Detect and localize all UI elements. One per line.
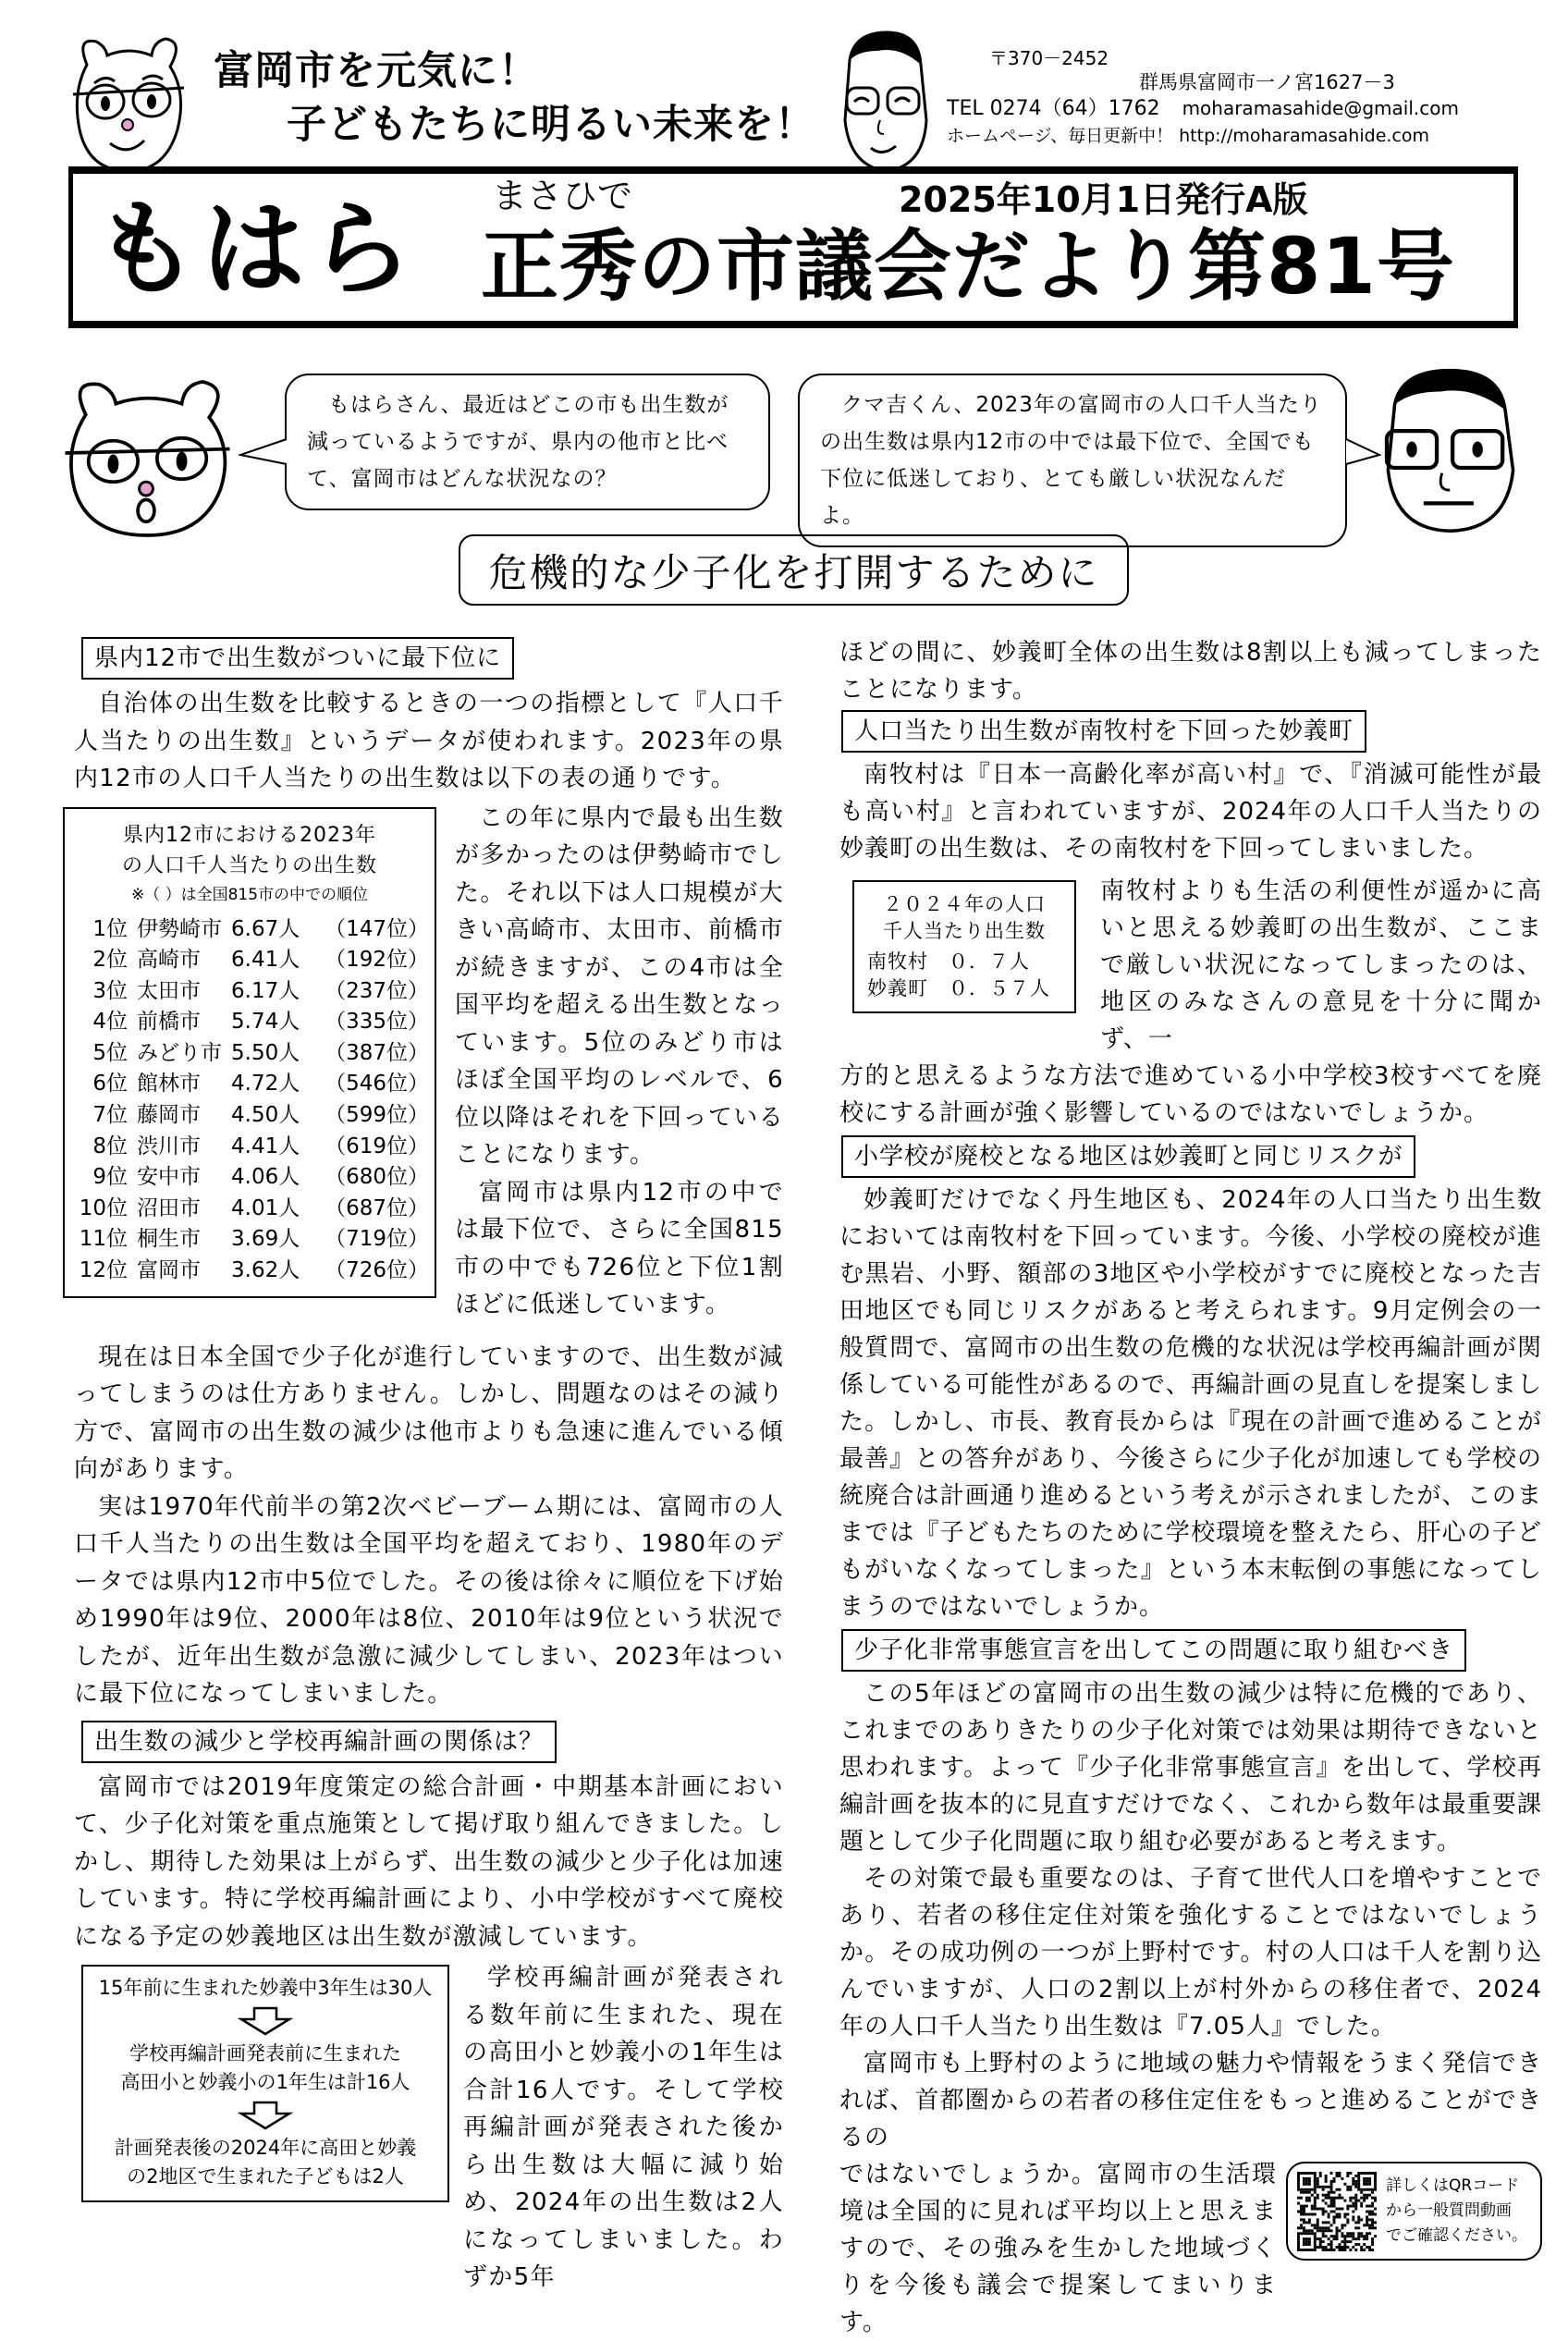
cell-city: 富岡市 — [137, 1258, 201, 1283]
cell-value: 4.06人 — [231, 1165, 300, 1190]
cell-national: （335位） — [325, 1010, 429, 1035]
cell-value: 5.74人 — [231, 1010, 300, 1035]
bubble-text: もはらさん、最近はどこの市も出生数が減っているようですが、県内の他市と比べて、富岡市はどんな状況なの？ — [307, 393, 729, 491]
section-heading: 少子化非常事態宣言を出してこの問題に取り組むべき — [841, 1629, 1466, 1672]
table-title-line: 県内12市における2023年 — [123, 823, 376, 847]
flow-step: 計画発表後の2024年に高田と妙義 — [114, 2137, 417, 2159]
table-row — [65, 1132, 435, 1163]
cell-city: 館林市 — [137, 1072, 201, 1097]
paragraph: 富岡市では2019年度策定の総合計画・中期基本計画において、少子化対策を重点施策として掲げ取り組んできました。しかし、期待した効果は上がらず、出生数の減少と少子化は加速しています。特に学校再編計画により、小中学校がすべて廃校になる予定の妙義地区は出生数が激減しています。 — [74, 1772, 784, 1951]
cell-national: （726位） — [325, 1258, 429, 1283]
slogan-line-1: 富岡市を元気に！ — [214, 48, 539, 94]
cell-rank: 2位 — [92, 948, 128, 973]
table-row — [65, 1038, 435, 1070]
cell-rank: 1位 — [92, 916, 128, 941]
qr-code-icon[interactable] — [1297, 2172, 1377, 2251]
cell-city: 太田市 — [137, 978, 201, 1003]
cell-city: 藤岡市 — [137, 1103, 201, 1128]
cell-national: （719位） — [325, 1227, 429, 1252]
table-row — [65, 1100, 435, 1132]
cell-rank: 4位 — [92, 1010, 128, 1035]
cell-national: （237位） — [325, 978, 429, 1003]
cell-value: 6.17人 — [231, 978, 300, 1003]
section-heading: 人口当たり出生数が南牧村を下回った妙義町 — [841, 710, 1366, 753]
section-heading: 出生数の減少と学校再編計画の関係は？ — [81, 1721, 557, 1763]
paragraph: 実は1970年代前半の第2次ベビーブーム期には、富岡市の人口千人当たりの出生数は全国平均を超えており、1980年のデータでは県内12市中5位でした。その後は徐々に順位を下げ始め1990年は9位、2000年は8位、2010年は9位という状況でしたが、近年出生数が急激に減少してしまい、2023年はついに最下位になってしまいました。 — [74, 1492, 784, 1708]
cell-national: （387位） — [325, 1040, 429, 1065]
mohara-face-icon — [1368, 365, 1533, 536]
title-name: もはら — [94, 190, 416, 310]
table-note: ※（ ）は全国815市の中での順位 — [130, 885, 369, 904]
village-name: 南牧村 — [867, 950, 928, 973]
cell-national: （687位） — [325, 1195, 429, 1220]
paragraph: 南牧村よりも生活の利便性が遥かに高いと思える妙義町の出生数が、ここまで厳しい状況になってしまったのは、地区のみなさんの意見を十分に聞かず、一 — [1100, 877, 1542, 1053]
telephone: TEL 0274（64）1762 — [947, 97, 1160, 120]
cell-value: 4.41人 — [231, 1134, 300, 1158]
paragraph: この年に県内で最も出生数が多かったのは伊勢崎市でした。それ以下は人口規模が大きい高崎市、太田市、前橋市が続きますが、この4市は全国平均を超える出生数となっています。5位のみどり市はほぼ全国平均のレベルで、6位以降はそれを下回っていることになります。 — [455, 803, 784, 1169]
box-row — [867, 949, 1061, 975]
table-row — [65, 914, 435, 946]
title-main: 正秀の市議会だより第81号 — [481, 221, 1455, 312]
bear-mascot-icon — [57, 374, 238, 538]
headline: 危機的な少子化を打開するために — [459, 534, 1129, 606]
mohara-face-icon — [827, 28, 942, 176]
qr-box — [1286, 2162, 1542, 2261]
right-column — [839, 634, 1542, 2341]
section-heading: 県内12市で出生数がついに最下位に — [81, 637, 514, 680]
cell-value: 3.62人 — [231, 1258, 300, 1283]
paragraph: 現在は日本全国で少子化が進行していますので、出生数が減ってしまうのは仕方ありません。しかし、問題なのはその減り方で、富岡市の出生数の減少は他市よりも急速に進んでいる傾向があります。 — [74, 1342, 784, 1483]
table-row — [65, 1069, 435, 1100]
left-column — [74, 637, 784, 2297]
down-arrow-icon — [238, 2101, 293, 2130]
table-row — [65, 1194, 435, 1225]
box-title: ２０２４年の人口 — [883, 893, 1046, 915]
table-row — [65, 976, 435, 1008]
cell-rank: 8位 — [92, 1134, 128, 1158]
bear-mascot-icon — [68, 28, 189, 176]
birth-rate-table — [63, 807, 436, 1298]
cell-city: 沼田市 — [137, 1195, 201, 1220]
title-ruby: まさひで — [492, 176, 633, 216]
table-row — [65, 945, 435, 976]
cell-city: 伊勢崎市 — [137, 916, 222, 941]
table-body — [65, 914, 435, 1287]
cell-rank: 9位 — [92, 1165, 128, 1190]
cell-rank: 10位 — [79, 1195, 128, 1220]
box-row — [867, 975, 1061, 1002]
cell-value: 6.41人 — [231, 948, 300, 973]
cell-value: 4.50人 — [231, 1103, 300, 1128]
box-title: 千人当たり出生数 — [883, 920, 1046, 942]
table-row — [65, 1007, 435, 1038]
cell-value: 3.69人 — [231, 1227, 300, 1252]
town-value: ０．５７人 — [949, 977, 1050, 999]
flow-step: 高田小と妙義小の1年生は計16人 — [120, 2071, 410, 2093]
cell-rank: 3位 — [92, 978, 128, 1003]
cell-city: 前橋市 — [137, 1010, 201, 1035]
paragraph: 南牧村は『日本一高齢化率が高い村』で、『消滅可能性が最も高い村』と言われていますが、2024年の人口千人当たりの妙義町の出生数は、その南牧村を下回ってしまいました。 — [839, 761, 1542, 863]
cell-city: みどり市 — [137, 1040, 222, 1065]
cell-rank: 5位 — [92, 1040, 128, 1065]
table-title — [65, 820, 435, 881]
paragraph: 学校再編計画が発表される数年前に生まれた、現在の高田小と妙義小の1年生は合計16人です。そして学校再編計画が発表された後から出生数は大幅に減り始め、2024年の出生数は2人になってしまいました。わずか5年 — [463, 1964, 784, 2291]
slogan-line-2: 子どもたちに明るい未来を！ — [287, 102, 815, 148]
town-name: 妙義町 — [867, 977, 928, 999]
cell-rank: 11位 — [79, 1227, 128, 1252]
cell-national: （680位） — [325, 1165, 429, 1190]
cell-city: 渋川市 — [137, 1134, 201, 1158]
paragraph: 富岡市は県内12市の中では最下位で、さらに全国815市の中でも726位と下位1割ほどに低迷しています。 — [455, 1178, 784, 1318]
flow-step: の2地区で生まれた子どもは2人 — [127, 2165, 404, 2188]
village-birth-box — [852, 880, 1076, 1013]
paragraph: 自治体の出生数を比較するときの一つの指標として『人口千人当たりの出生数』というデータが使われます。2023年の県内12市の人口千人当たりの出生数は以下の表の通りです。 — [74, 690, 784, 792]
postal-code: 〒370－2452 — [989, 47, 1109, 69]
cell-value: 5.50人 — [231, 1040, 300, 1065]
flow-box — [81, 1965, 449, 2202]
cell-national: （192位） — [325, 948, 429, 973]
qr-caption-line: から一般質問動画 — [1386, 2201, 1512, 2220]
table-title-line: の人口千人当たりの出生数 — [121, 853, 377, 877]
section-heading: 小学校が廃校となる地区は妙義町と同じリスクが — [841, 1135, 1415, 1178]
cell-value: 4.01人 — [231, 1195, 300, 1220]
paragraph: ほどの間に、妙義町全体の出生数は8割以上も減ってしまったことになります。 — [839, 639, 1542, 704]
village-value: ０．７人 — [949, 950, 1030, 973]
cell-rank: 6位 — [92, 1072, 128, 1097]
qr-caption — [1386, 2174, 1527, 2249]
speech-bubble-bear — [285, 374, 770, 510]
cell-city: 安中市 — [137, 1165, 201, 1190]
paragraph: この5年ほどの富岡市の出生数の減少は特に危機的であり、これまでのありきたりの少子化対策では効果は期待できないと思われます。よって『少子化非常事態宣言』を出して、学校再編計画を抜本的に見直すだけでなく、これから数年は最重要課題として少子化問題に取り組む必要があると考えます。 — [839, 1680, 1542, 1856]
cell-national: （546位） — [325, 1072, 429, 1097]
cell-national: （619位） — [325, 1134, 429, 1158]
table-row — [65, 1224, 435, 1256]
address: 群馬県富岡市一ノ宮1627－3 — [1139, 71, 1395, 93]
cell-city: 高崎市 — [137, 948, 201, 973]
paragraph: 妙義町だけでなく丹生地区も、2024年の人口当たり出生数においては南牧村を下回っています。今後、小学校の廃校が進む黒岩、小野、額部の3地区や小学校がすでに廃校となった吉田地区でも同じリスクがあると考えられます。9月定例会の一般質問で、富岡市の出生数の危機的な状況は学校再編計画が関係している可能性があるので、再編計画の見直しを提案しました。しかし、市長、教育長からは『現在の計画で進めることが最善』との答弁があり、今後さらに少子化が加速しても学校の統廃合は計画通り進めるという考えが示されましたが、このままでは『子どもたちのために学校環境を整えたら、肝心の子どもがいなくなってしまった』という本末転倒の事態になってしまうのではないでしょうか。 — [839, 1186, 1542, 1621]
cell-rank: 12位 — [79, 1258, 128, 1283]
cell-city: 桐生市 — [137, 1227, 201, 1252]
cell-national: （147位） — [325, 916, 429, 941]
qr-caption-line: でご確認ください。 — [1386, 2226, 1527, 2245]
flow-step: 学校再編計画発表前に生まれた — [129, 2042, 401, 2065]
bubble-tail — [239, 435, 289, 472]
qr-caption-line: 詳しくはQRコード — [1386, 2176, 1520, 2195]
down-arrow-icon — [238, 2006, 293, 2036]
cell-rank: 7位 — [92, 1103, 128, 1128]
bubble-text: クマ吉くん、2023年の富岡市の人口千人当たりの出生数は県内12市の中では最下位で、全国でも下位に低迷しており、とても厳しい状況なんだよ。 — [820, 393, 1322, 528]
table-row — [65, 1162, 435, 1194]
paragraph: 富岡市も上野村のように地域の魅力や情報をうまく発信できれば、首都圏からの若者の移住定住をもっと進めることができるの — [839, 2050, 1542, 2151]
paragraph: ではないでしょうか。富岡市の生活環境は全国的に見れば平均以上と思えますので、その強みを生かした地域づくりを今後も議会で提案してまいります。 — [839, 2161, 1277, 2336]
cell-value: 6.67人 — [231, 916, 300, 941]
table-row — [65, 1256, 435, 1287]
paragraph: 方的と思えるような方法で進めている小中学校3校すべてを廃校にする計画が強く影響しているのではないでしょうか。 — [839, 1062, 1542, 1127]
issue-date: 2025年10月1日発行A版 — [899, 179, 1308, 220]
flow-step: 15年前に生まれた妙義中3年生は30人 — [98, 1977, 433, 1999]
homepage-link[interactable]: ホームページ、毎日更新中！ http://moharamasahide.com — [947, 126, 1430, 146]
speech-bubble-mohara — [798, 374, 1347, 547]
email[interactable]: moharamasahide@gmail.com — [1182, 97, 1459, 119]
paragraph: その対策で最も重要なのは、子育て世代人口を増やすことであり、若者の移住定住対策を強化することではないでしょうか。その成功例の一つが上野村です。村の人口は千人を割り込んでいますが、人口の2割以上が村外からの移住者で、2024年の人口千人当たり出生数は『7.05人』でした。 — [839, 1865, 1542, 2041]
cell-value: 4.72人 — [231, 1072, 300, 1097]
cell-national: （599位） — [325, 1103, 429, 1128]
